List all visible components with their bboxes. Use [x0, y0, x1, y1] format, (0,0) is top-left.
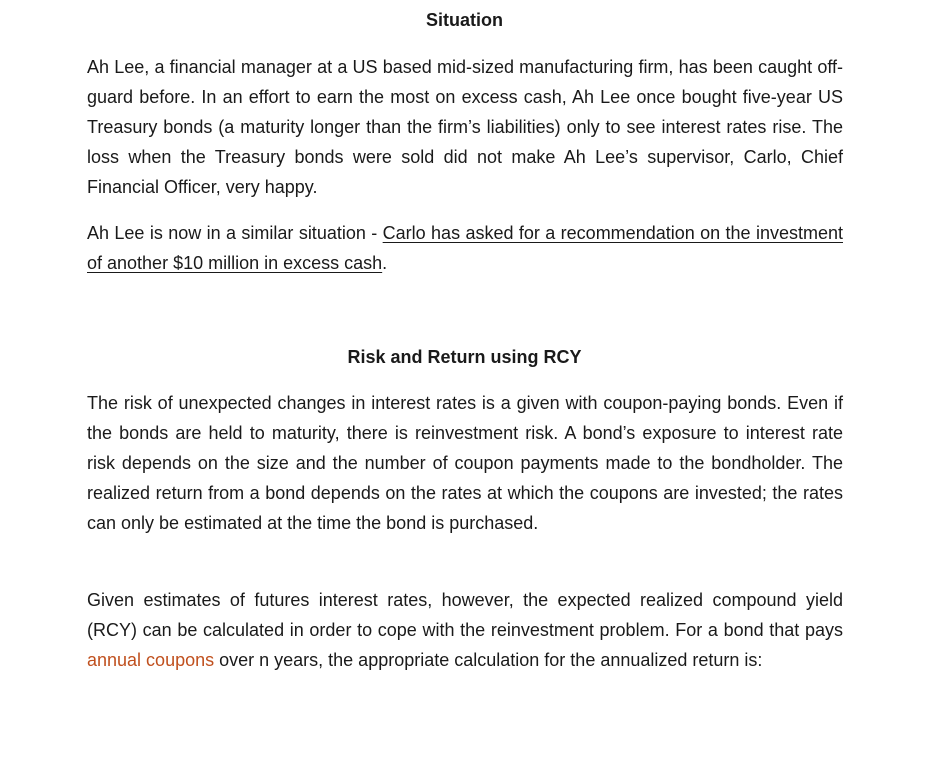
- risk-paragraph-2-lead: Given estimates of futures interest rates, however, the expected realized compound yield (RCY) can be calculated in order to cope with the reinvestment problem. For a bond that pays: [87, 590, 843, 640]
- risk-paragraph-2: [87, 585, 843, 675]
- risk-paragraph-1: The risk of unexpected changes in interest rates is a given with coupon-paying bonds. Even if the bonds are held to maturity, there is reinvestment risk. A bond’s exposure to interest rate risk depends on the size and the number of coupon payments made to the bondholder. The realized return from a bond depends on the rates at which the coupons are invested; the rates can only be estimated at the time the bond is purchased.: [87, 393, 843, 533]
- situation-paragraph-2: [87, 218, 843, 278]
- risk-return-heading: Risk and Return using RCY: [347, 347, 582, 367]
- annual-coupons-highlight: annual coupons: [87, 650, 215, 670]
- situation-heading: Situation: [426, 10, 503, 30]
- situation-paragraph-1: Ah Lee, a financial manager at a US based mid-sized manufacturing firm, has been caught off-guard before. In an effort to earn the most on excess cash, Ah Lee once bought five-year US Treasury bonds (a maturity longer than the firm’s liabilities) only to see interest rates rise. The loss when the Treasury bonds were sold did not make Ah Lee’s supervisor, Carlo, Chief Financial Officer, very happy.: [87, 57, 843, 197]
- situation-paragraph-2-lead: Ah Lee is now in a similar situation -: [87, 223, 383, 243]
- risk-paragraph-2-tail: over n years, the appropriate calculation for the annualized return is:: [214, 650, 763, 670]
- situation-paragraph-2-end: .: [382, 253, 388, 273]
- recommendation-request-underlined: Carlo has asked for a recommendation on the investment of another $10 million in excess cash: [87, 223, 843, 273]
